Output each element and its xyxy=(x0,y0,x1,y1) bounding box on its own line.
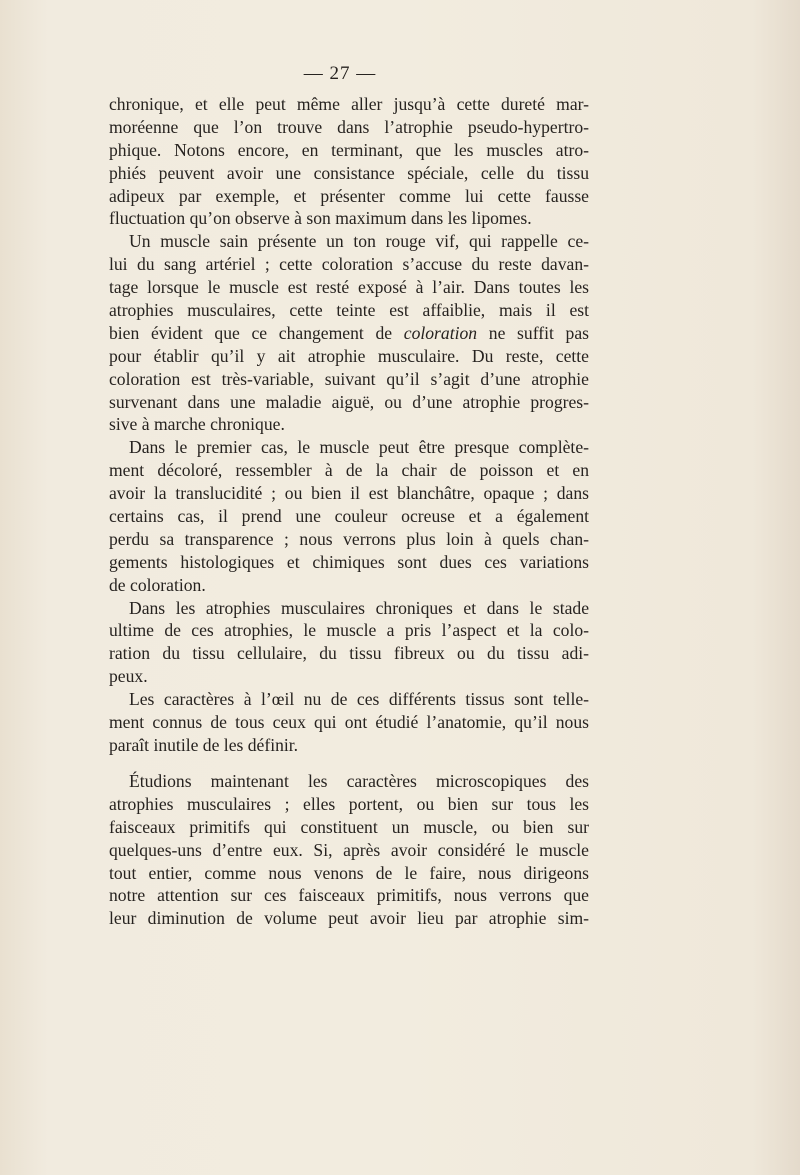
text-line: de coloration. xyxy=(109,574,206,595)
text-line: perdu sa transparence ; nous verrons plus loin à quels chan- xyxy=(109,528,589,549)
text-line: Les caractères à l’œil nu de ces différents tissus sont telle- xyxy=(129,689,589,710)
body-text-lower xyxy=(109,770,589,930)
text-line: tage lorsque le muscle est resté exposé à l’air. Dans toutes les xyxy=(109,277,589,298)
text-line: Dans les atrophies musculaires chroniques et dans le stade xyxy=(129,597,589,618)
text-line: ration du tissu cellulaire, du tissu fibreux ou du tissu adi- xyxy=(109,643,589,664)
text-line: ultime de ces atrophies, le muscle a pris l’aspect et la colo- xyxy=(109,620,589,641)
text-line: adipeux par exemple, et présenter comme lui cette fausse xyxy=(109,185,589,206)
text-line: ment décoloré, ressembler à de la chair de poisson et en xyxy=(109,460,589,481)
text-line-with-italic xyxy=(109,322,589,345)
italic-term: coloration xyxy=(403,322,478,343)
body-text-upper xyxy=(109,93,589,757)
page-number: — 27 — xyxy=(303,63,377,84)
text-line: survenant dans une maladie aiguë, ou d’une atrophie progres- xyxy=(109,391,589,412)
text-line: moréenne que l’on trouve dans l’atrophie pseudo-hypertro- xyxy=(109,116,589,137)
text-line: avoir la translucidité ; ou bien il est blanchâtre, opaque ; dans xyxy=(109,483,589,504)
text-line: tout entier, comme nous venons de le faire, nous dirigeons xyxy=(109,862,589,883)
text-line: atrophies musculaires, cette teinte est affaiblie, mais il est xyxy=(109,300,589,321)
text-line: Étudions maintenant les caractères microscopiques des xyxy=(129,771,589,791)
text-fragment: bien évident que ce changement de xyxy=(109,322,393,343)
text-line: paraît inutile de les définir. xyxy=(109,734,299,755)
text-fragment: ne suffit pas xyxy=(488,322,589,343)
text-line: peux. xyxy=(109,666,148,687)
text-line: Un muscle sain présente un ton rouge vif, qui rappelle ce- xyxy=(129,231,589,252)
text-line: lui du sang artériel ; cette coloration s’accuse du reste davan- xyxy=(109,254,589,275)
text-line: atrophies musculaires ; elles portent, ou bien sur tous les xyxy=(109,793,589,814)
text-line: chronique, et elle peut même aller jusqu’à cette dureté mar- xyxy=(109,94,589,114)
text-line: Dans le premier cas, le muscle peut être presque complète- xyxy=(129,437,589,458)
text-line: phiés peuvent avoir une consistance spéciale, celle du tissu xyxy=(109,162,589,183)
text-line: ment connus de tous ceux qui ont étudié l’anatomie, qu’il nous xyxy=(109,712,589,733)
text-line: gements histologiques et chimiques sont dues ces variations xyxy=(109,551,589,572)
text-line: phique. Notons encore, en terminant, que les muscles atro- xyxy=(109,139,589,160)
text-line: quelques-uns d’entre eux. Si, après avoir considéré le muscle xyxy=(109,839,589,860)
text-line: sive à marche chronique. xyxy=(109,414,285,435)
text-line: certains cas, il prend une couleur ocreuse et a également xyxy=(109,506,589,527)
text-line: leur diminution de volume peut avoir lieu par atrophie sim- xyxy=(109,908,589,929)
text-line: faisceaux primitifs qui constituent un muscle, ou bien sur xyxy=(109,816,589,837)
text-line: fluctuation qu’on observe à son maximum dans les lipomes. xyxy=(109,208,532,229)
text-line: coloration est très-variable, suivant qu’il s’agit d’une atrophie xyxy=(109,368,589,389)
text-line: notre attention sur ces faisceaux primitifs, nous verrons que xyxy=(109,885,589,906)
text-line: pour établir qu’il y ait atrophie musculaire. Du reste, cette xyxy=(109,345,589,366)
